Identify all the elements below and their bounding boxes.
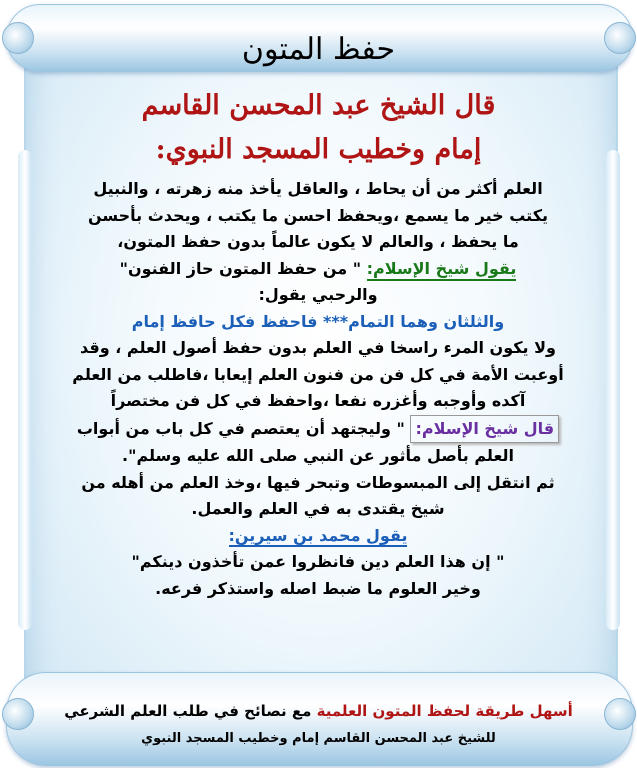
- body-line: العلم بأصل مأثور عن النبي صلى الله عليه وسلم".: [122, 446, 514, 465]
- sheikh-islam-label: يقول شيخ الإسلام:: [367, 259, 517, 281]
- body-line: والرحبي يقول:: [258, 285, 378, 304]
- body-line: العلم أكثر من أن يحاط ، والعاقل يأخذ منه زهرته ، والنبيل: [93, 179, 543, 198]
- body-line: ولا يكون المرء راسخا في العلم بدون حفظ أصول العلم ، وقد: [80, 338, 556, 357]
- body-line: [38, 523, 598, 550]
- body-line: أوعبت الأمة في كل فن من فنون العلم إيعابا ،فاطلب من العلم: [72, 364, 564, 384]
- scroll-content: [30, 0, 607, 768]
- footer-credit: للشيخ عبد المحسن القاسم إمام وخطيب المسجد النبوي: [141, 731, 496, 746]
- ibn-sirin-label: يقول محمد بن سيرين:: [228, 525, 408, 545]
- page-title: حفظ المتون: [241, 32, 396, 67]
- footer-title-red: أسهل طريقة لحفظ المتون العلمية: [316, 702, 573, 720]
- quote-text: " من حفظ المتون حاز الفنون": [119, 258, 362, 278]
- sheikh-islam-label-2: قال شيخ الإسلام:: [410, 415, 559, 444]
- body-line: [38, 415, 598, 444]
- body-line: [38, 256, 598, 283]
- scroll-right-curl: [606, 150, 620, 630]
- body-line: " إن هذا العلم دين فانظروا عمن تأخذون دينكم": [131, 552, 505, 571]
- body-line: ما يحفظ ، والعالم لا يكون عالماً بدون حفظ المتون،: [117, 232, 519, 251]
- body-line: آكده وأوجبه وأغزره نفعا ،واحفظ في كل فن مختصراً: [110, 391, 526, 410]
- body-line: يكتب خير ما يسمع ،ويحفظ احسن ما يكتب ، ويحدث بأحسن: [87, 205, 549, 225]
- body-line: شيخ يقتدى به في العلم والعمل.: [191, 499, 445, 518]
- poem-line: والثلثان وهما التمام*** فاحفظ فكل حافظ إمام: [131, 311, 505, 331]
- body-text: [38, 176, 598, 602]
- scroll-top-right-end: [604, 22, 636, 54]
- heading-line-1: قال الشيخ عبد المحسن القاسم: [141, 90, 496, 121]
- footer-title: [30, 700, 607, 722]
- heading-line-2: إمام وخطيب المسجد النبوي:: [155, 134, 482, 165]
- body-line: وخير العلوم ما ضبط اصله واستذكر فرعه.: [155, 578, 481, 598]
- scroll-bottom-right-end: [604, 698, 636, 730]
- quote-text: " وليجتهد أن يعتصم في كل باب من أبواب: [76, 418, 405, 438]
- footer-title-dark: مع نصائح في طلب العلم الشرعي: [64, 702, 312, 720]
- body-line: ثم انتقل إلى المبسوطات وتبحر فيها ،وخذ العلم من أهله من: [81, 472, 555, 492]
